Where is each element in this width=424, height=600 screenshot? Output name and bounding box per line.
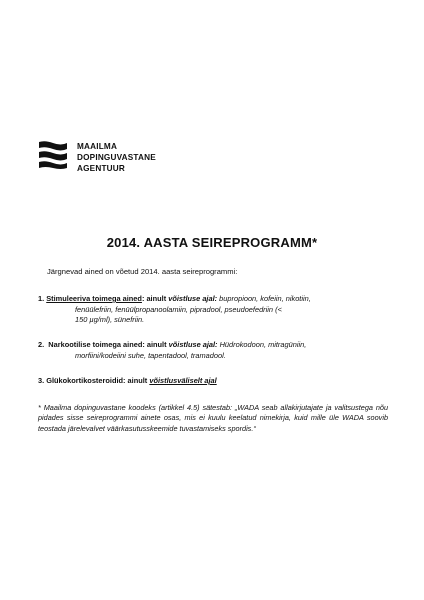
item-when: võistluse ajal: (168, 340, 218, 349)
item-only: : ainult (123, 376, 148, 385)
item-when: võistluse ajal: (168, 294, 218, 303)
item-heading: Narkootilise toimega ained (48, 340, 143, 349)
item-only: : ainult (141, 294, 167, 303)
logo-text (77, 141, 156, 174)
list-item-narcotics (38, 340, 388, 361)
item-heading: Glükokortikosteroidid (46, 376, 124, 385)
item-number: 2. (38, 340, 45, 349)
item-list-line-1: bupropioon, kofeiin, nikotiin, (217, 294, 311, 303)
wada-logo (37, 137, 197, 177)
item-list-line-1: Hüdrokodoon, mitragüniin, (217, 340, 307, 349)
intro-text: Järgnevad ained on võetud 2014. aasta seireprogrammi: (47, 267, 238, 276)
item-number: 1. (38, 294, 45, 303)
item-number: 3. (38, 376, 45, 385)
wada-equal-sign-icon (37, 140, 69, 170)
item-when: võistlusväliselt ajal (149, 376, 217, 385)
logo-line-1: MAAILMA (77, 142, 118, 151)
item-list-line-3: 150 µg/ml), sünefriin. (75, 315, 145, 324)
list-item-glucocorticosteroids (38, 376, 388, 387)
footnote: * Maailma dopinguvastane koodeks (artikkel 4.5) sätestab: „WADA seab allakirjutajate ja valitsustega nõu pidades sisse seireprogrammi ainete osas, mis ei kuulu keelatud nimekirja, kuid mille üle WADA soovib teostada järelevalvet väärkasutusskeemide tuvastamiseks spordis.“ (38, 403, 388, 433)
item-list-line-2: fenüülefriin, fenüülpropanoolamiin, pipradool, pseudoefedriin (< (75, 304, 282, 314)
document-title: 2014. AASTA SEIREPROGRAMM* (106, 235, 318, 250)
logo-line-2: DOPINGUVASTANE (77, 153, 156, 162)
logo-line-3: AGENTUUR (77, 164, 125, 173)
item-only: : ainult (142, 340, 167, 349)
item-heading: Stimuleeriva toimega ained (46, 294, 142, 303)
item-list-line-2: morfiini/kodeiini suhe, tapentadool, tramadool. (75, 350, 226, 360)
list-item-stimulants (38, 294, 388, 326)
